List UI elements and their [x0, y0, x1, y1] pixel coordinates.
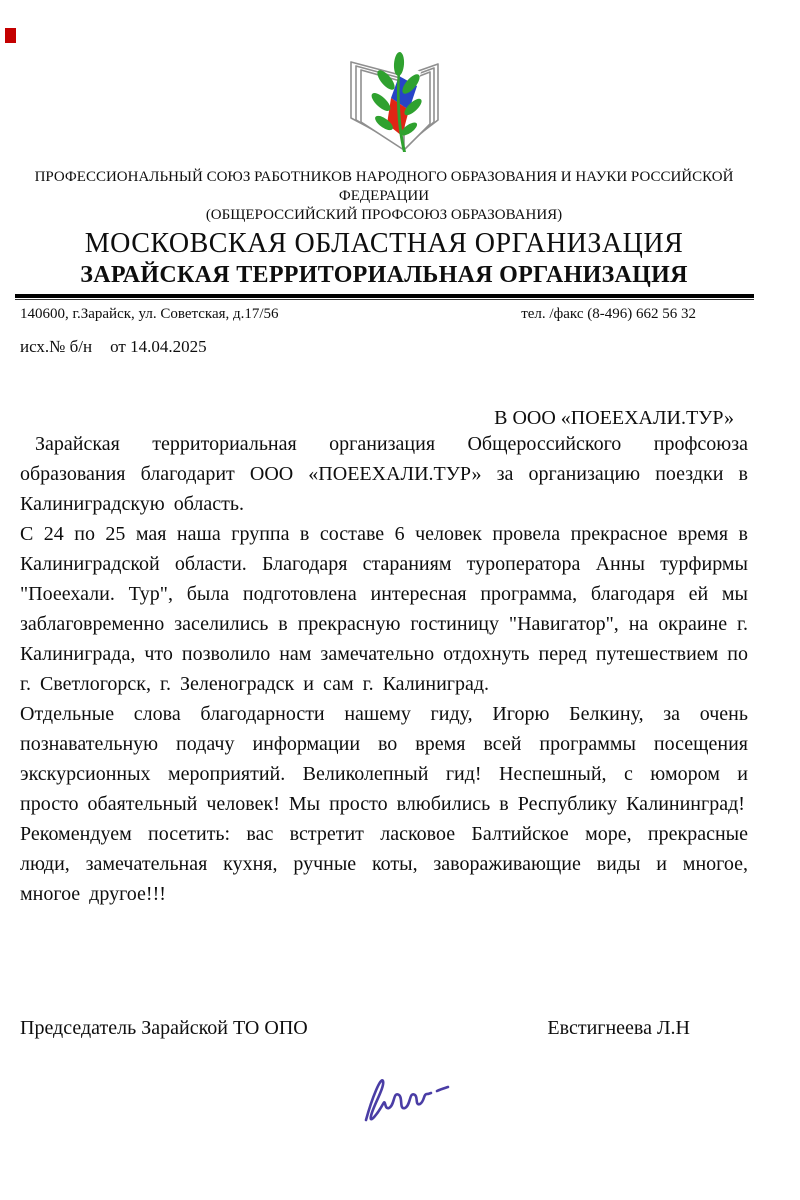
union-name-line-1: ПРОФЕССИОНАЛЬНЫЙ СОЮЗ РАБОТНИКОВ НАРОДНОГО ОБРАЗОВАНИЯ И НАУКИ РОССИЙСКОЙ	[34, 169, 734, 185]
signature-row	[20, 1016, 748, 1040]
red-corner-mark	[5, 28, 16, 43]
reference-row	[20, 337, 748, 357]
recipient-line: В ООО «ПОЕЕХАЛИ.ТУР»	[494, 407, 734, 429]
outgoing-number: исх.№ б/н	[20, 337, 93, 356]
paragraph-recommendation: Рекомендуем посетить: вас встретит ласковое Балтийское море, прекрасные люди, замечательная кухня, ручные коты, завораживающие виды и многое, многое другое!!!	[20, 823, 748, 905]
address-line: 140600, г.Зарайск, ул. Советская, д.17/56	[20, 306, 279, 322]
regional-org-title: МОСКОВСКАЯ ОБЛАСТНАЯ ОРГАНИЗАЦИЯ	[84, 228, 684, 259]
contact-row	[20, 305, 748, 323]
paragraph-guide-praise: Отдельные слова благодарности нашему гиду, Игорю Белкину, за очень познавательную подачу информации во время всей программы посещения экскурсионных мероприятий. Великолепный гид! Неспешный, с юмором и просто обаятельный человек! Мы просто влюбились в Республику Калининград!	[20, 703, 748, 815]
handwritten-signature	[358, 1066, 452, 1130]
outgoing-date: от 14.04.2025	[110, 337, 207, 356]
header-rule	[15, 294, 754, 300]
union-logo-icon	[347, 52, 441, 156]
territorial-org-title: ЗАРАЙСКАЯ ТЕРРИТОРИАЛЬНАЯ ОРГАНИЗАЦИЯ	[80, 262, 688, 288]
signature-name: Евстигнеева Л.Н	[547, 1017, 690, 1039]
paragraph-thanks: Зарайская территориальная организация Общероссийского профсоюза образования благодарит ООО «ПОЕЕХАЛИ.ТУР» за организацию поездки в Калиниградскую область.	[20, 433, 748, 515]
union-name-block	[20, 168, 748, 225]
signature-position: Председатель Зарайской ТО ОПО	[20, 1017, 308, 1039]
phone-fax-line: тел. /факс (8-496) 662 56 32	[521, 306, 696, 322]
union-name-line-3: (ОБЩЕРОССИЙСКИЙ ПРОФСОЮЗ ОБРАЗОВАНИЯ)	[205, 207, 563, 223]
paragraph-trip-details: С 24 по 25 мая наша группа в составе 6 человек провела прекрасное время в Калиниградской области. Благодаря стараниям туроператора Анны турфирмы "Поеехали. Тур", была подготовлена интересная программа, благодаря ей мы заблаговременно заселились в прекрасную гостиницу "Навигатор", на окраине г. Калиниграда, что позволило нам замечательно отдохнуть перед путешествием по г. Светлогорск, г. Зеленоградск и сам г. Калиниград.	[20, 523, 749, 695]
logo-row	[20, 0, 748, 156]
letter-body	[20, 429, 748, 909]
union-name-line-2: ФЕДЕРАЦИИ	[338, 188, 430, 204]
